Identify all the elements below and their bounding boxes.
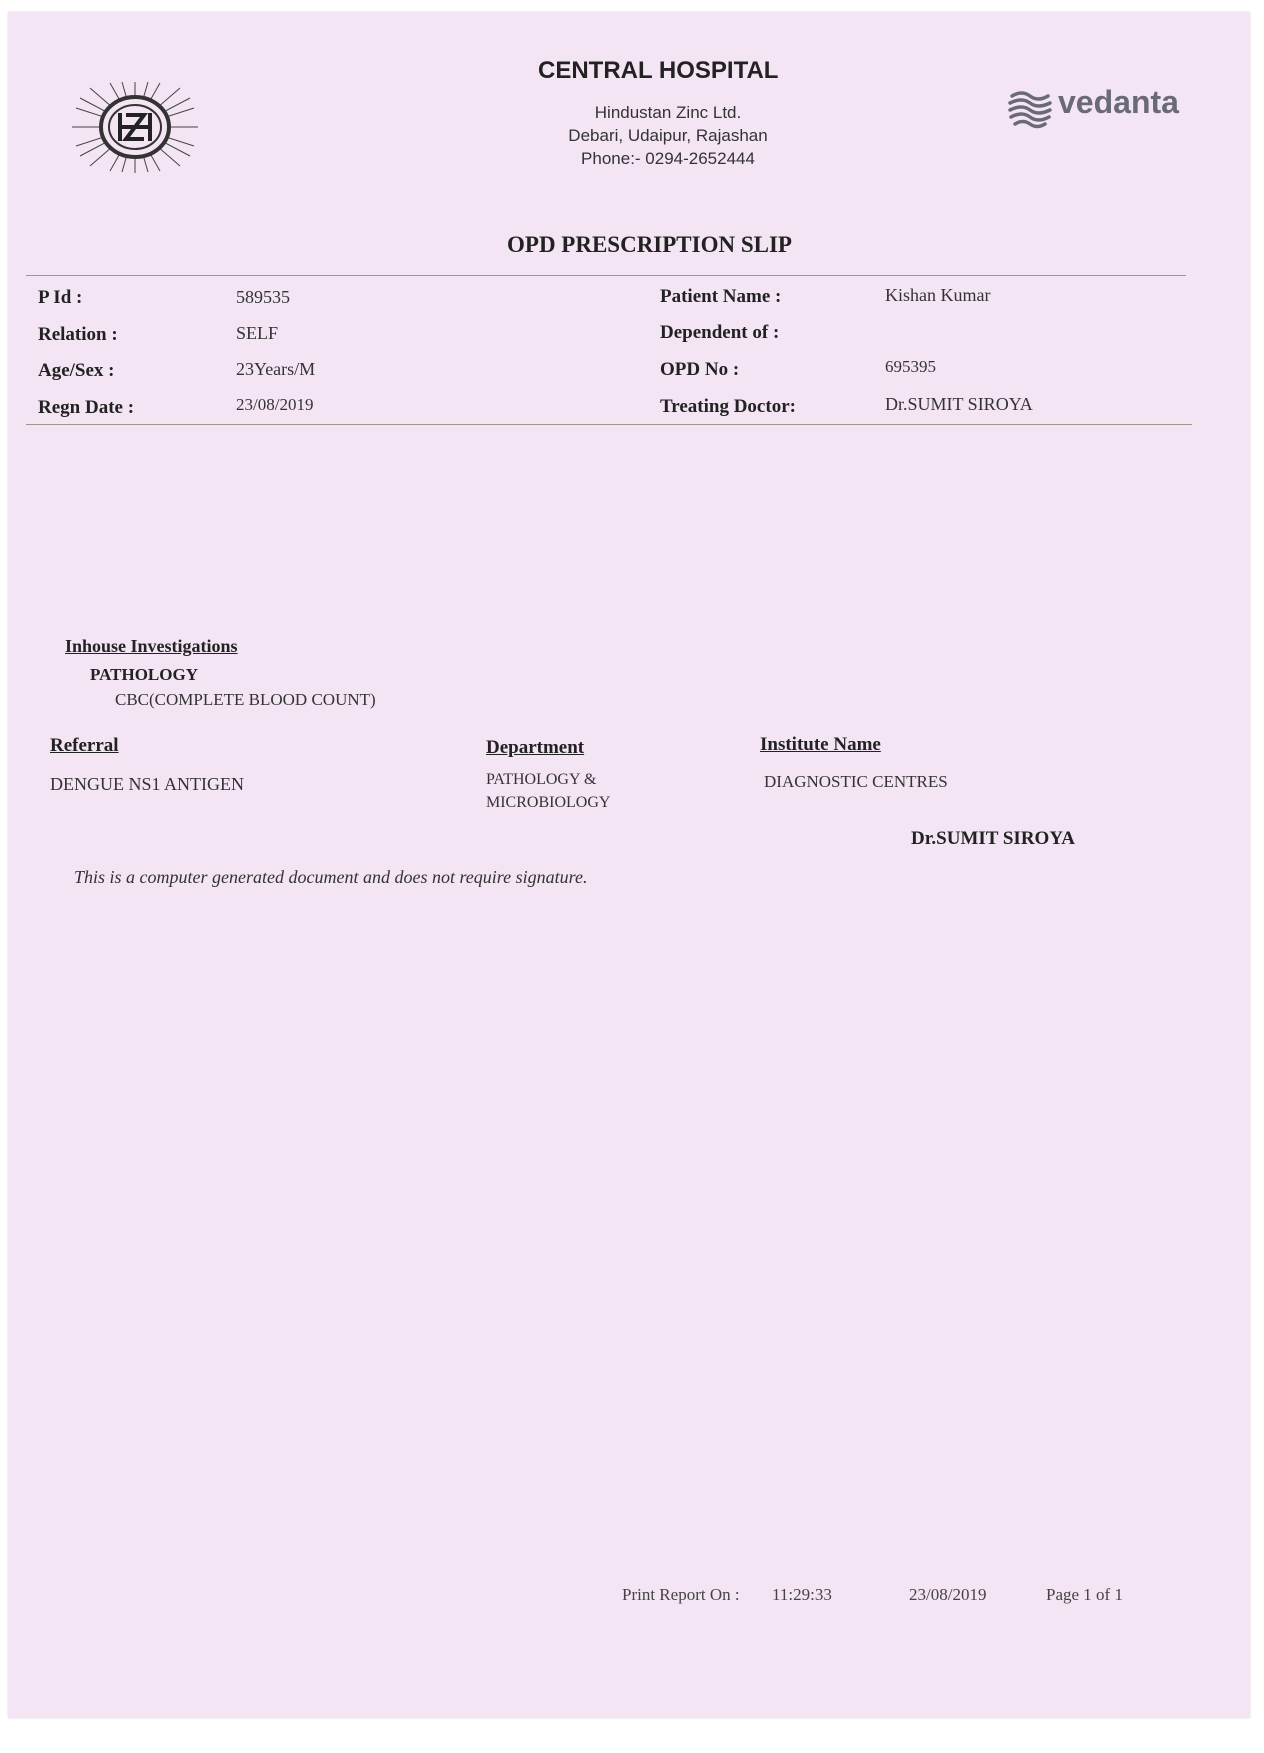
- pid-value: 589535: [236, 287, 290, 307]
- prescription-page: [8, 12, 1250, 1718]
- department-heading: Department: [486, 737, 585, 758]
- print-time: 11:29:33: [772, 1585, 832, 1604]
- investigation-test: CBC(COMPLETE BLOOD COUNT): [115, 690, 376, 709]
- referral-heading: Referral: [50, 735, 119, 756]
- page-number: Page 1 of 1: [1046, 1585, 1123, 1604]
- patient-name-label: Patient Name :: [660, 286, 782, 307]
- hzl-sunburst-logo-icon: [70, 80, 200, 175]
- institute-value: DIAGNOSTIC CENTRES: [764, 772, 948, 791]
- phone-number: Phone:- 0294-2652444: [581, 149, 755, 168]
- relation-value: SELF: [236, 323, 279, 343]
- treating-doctor-label: Treating Doctor:: [660, 396, 796, 417]
- department-value-line-2: MICROBIOLOGY: [486, 794, 611, 811]
- vedanta-logo-text: vedanta: [1058, 84, 1179, 120]
- header-rule-bottom: [26, 424, 1192, 425]
- address-line-2: Debari, Udaipur, Rajashan: [568, 126, 768, 145]
- investigation-category: PATHOLOGY: [90, 665, 198, 684]
- opd-no-label: OPD No :: [660, 359, 740, 380]
- print-report-label: Print Report On :: [622, 1585, 740, 1604]
- opd-no-value: 695395: [885, 357, 936, 376]
- pid-label: P Id :: [38, 287, 83, 308]
- department-value-line-1: PATHOLOGY &: [486, 771, 597, 788]
- vedanta-wave-logo-icon: [1008, 86, 1052, 130]
- agesex-value: 23Years/M: [236, 359, 316, 379]
- disclaimer-text: This is a computer generated document and does not require signature.: [74, 867, 588, 887]
- institute-heading: Institute Name: [760, 734, 881, 755]
- agesex-label: Age/Sex :: [38, 360, 115, 381]
- patient-name-value: Kishan Kumar: [885, 285, 991, 305]
- header-rule-top: [26, 275, 1186, 276]
- print-date: 23/08/2019: [909, 1585, 987, 1604]
- treating-doctor-value: Dr.SUMIT SIROYA: [885, 394, 1033, 414]
- vedanta-logo: [1008, 78, 1188, 138]
- referral-value: DENGUE NS1 ANTIGEN: [50, 774, 244, 794]
- hospital-name: CENTRAL HOSPITAL: [538, 57, 779, 84]
- signatory-name: Dr.SUMIT SIROYA: [911, 828, 1076, 849]
- regn-date-label: Regn Date :: [38, 397, 135, 418]
- regn-date-value: 23/08/2019: [236, 395, 314, 414]
- slip-title: OPD PRESCRIPTION SLIP: [507, 232, 792, 257]
- dependent-label: Dependent of :: [660, 322, 780, 343]
- address-line-1: Hindustan Zinc Ltd.: [594, 103, 742, 122]
- relation-label: Relation :: [38, 324, 118, 345]
- investigations-heading: Inhouse Investigations: [65, 636, 238, 656]
